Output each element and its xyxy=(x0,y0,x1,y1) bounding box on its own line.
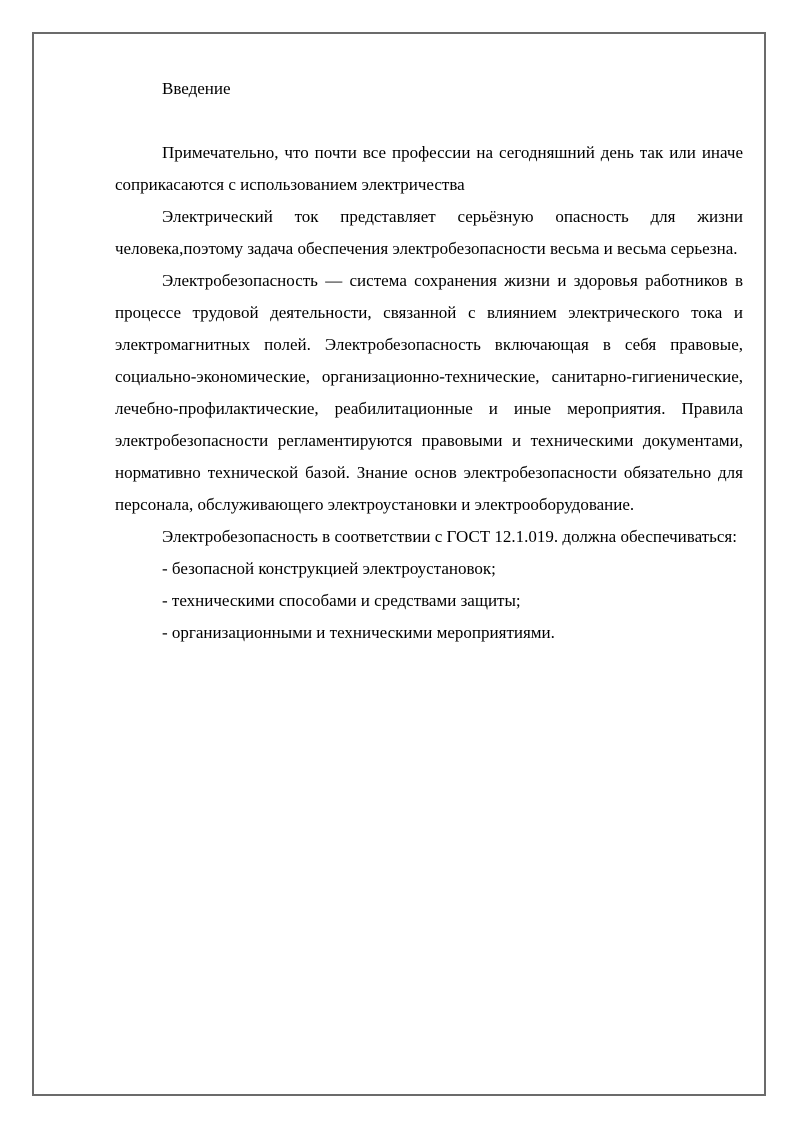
paragraph-definition: Электробезопасность — система сохранения жизни и здоровья работников в процессе трудовой деятельности, связанной с влиянием электрического тока и электромагнитных полей. Электробезопасность включающая в себя правовые, социально-экономические, организационно-технические, санитарно-гигиенические, лечебно-профилактические, реабилитационные и иные мероприятия. Правила электробезопасности регламентируются правовыми и техническими документами, нормативно технической базой. Знание основ электробезопасности обязательно для персонала, обслуживающего электроустановки и электрооборудование. xyxy=(115,271,743,514)
list-item-measures: - организационными и техническими мероприятиями. xyxy=(162,623,555,642)
list-item-protection: - техническими способами и средствами защиты; xyxy=(162,591,521,610)
paragraph-danger: Электрический ток представляет серьёзную опасность для жизни человека,поэтому задача обеспечения электробезопасности весьма и весьма серьезна. xyxy=(115,207,743,258)
list-item-construction: - безопасной конструкцией электроустановок; xyxy=(162,559,496,578)
paragraph-gost: Электробезопасность в соответствии с ГОСТ 12.1.019. должна обеспечиваться: xyxy=(162,527,737,546)
paragraph-intro: Примечательно, что почти все профессии на сегодняшний день так или иначе соприкасаются с использованием электричества xyxy=(115,143,743,194)
document-heading: Введение xyxy=(162,79,231,98)
blank-line xyxy=(115,105,743,137)
document-body xyxy=(115,73,743,649)
